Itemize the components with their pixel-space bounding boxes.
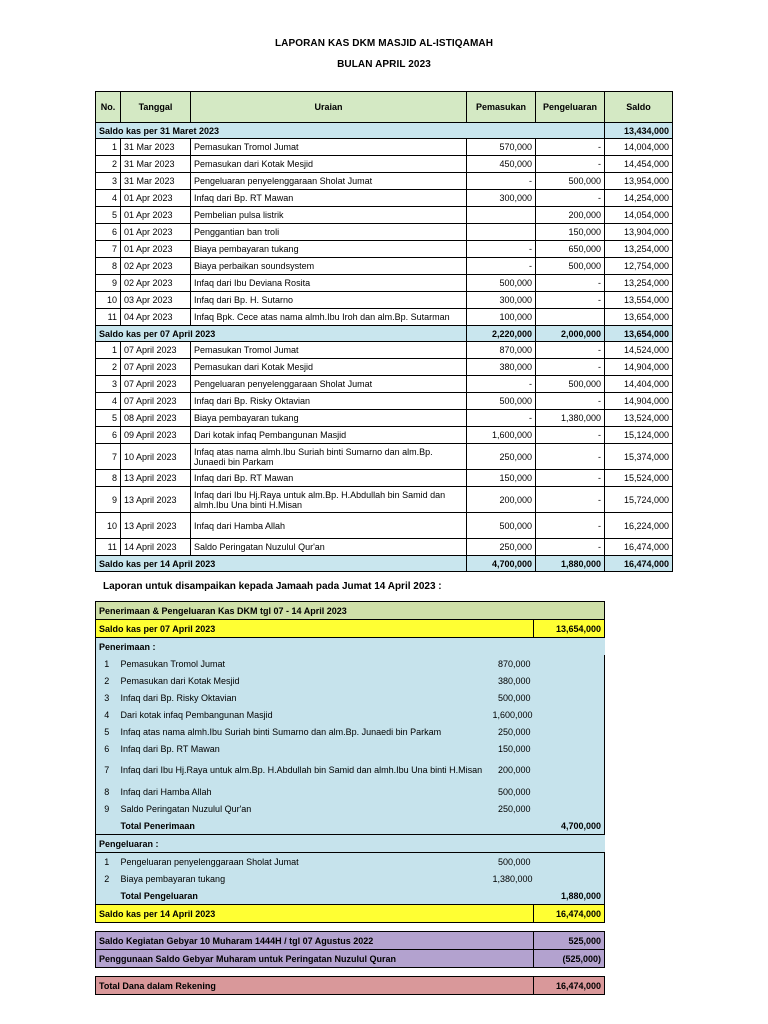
- row-date: 09 April 2023: [121, 427, 191, 444]
- row-description: Biaya perbaikan soundsystem: [191, 258, 467, 275]
- saldo-value: 13,434,000: [605, 123, 673, 139]
- table-row: [96, 173, 673, 190]
- row-number: 4: [96, 393, 121, 410]
- row-date: 01 Apr 2023: [121, 207, 191, 224]
- row-number: 10: [96, 292, 121, 309]
- report-opening-label: Saldo kas per 07 April 2023: [96, 620, 534, 638]
- row-number: 11: [96, 539, 121, 556]
- row-date: 07 April 2023: [121, 359, 191, 376]
- row-pemasukan: 300,000: [467, 292, 536, 309]
- row-description: Pemasukan Tromol Jumat: [191, 342, 467, 359]
- row-pemasukan: -: [467, 173, 536, 190]
- item-description: Infaq dari Bp. RT Mawan: [118, 740, 490, 757]
- list-item: [96, 706, 605, 723]
- row-pengeluaran: -: [536, 393, 605, 410]
- gebyar-penggunaan-label: Penggunaan Saldo Gebyar Muharam untuk Peringatan Nuzulul Quran: [96, 950, 534, 968]
- row-number: 8: [96, 470, 121, 487]
- row-description: Infaq dari Hamba Allah: [191, 513, 467, 539]
- pengeluaran-heading-label: Pengeluaran :: [96, 835, 605, 853]
- table-row: [96, 190, 673, 207]
- row-description: Infaq dari Bp. H. Sutarno: [191, 292, 467, 309]
- saldo-value: 13,654,000: [605, 326, 673, 342]
- row-date: 07 April 2023: [121, 393, 191, 410]
- report-heading: Laporan untuk disampaikan kepada Jamaah pada Jumat 14 April 2023 :: [103, 581, 442, 592]
- row-pemasukan: 500,000: [467, 275, 536, 292]
- row-date: 07 April 2023: [121, 376, 191, 393]
- row-pengeluaran: 650,000: [536, 241, 605, 258]
- item-number: 8: [96, 783, 118, 800]
- row-saldo: 14,004,000: [605, 139, 673, 156]
- total-pengeluaran: [96, 887, 605, 905]
- list-item: [96, 672, 605, 689]
- row-date: 01 Apr 2023: [121, 241, 191, 258]
- row-date: 01 Apr 2023: [121, 190, 191, 207]
- item-value: 250,000: [490, 800, 534, 817]
- item-value: 500,000: [490, 783, 534, 800]
- total-pengeluaran: 1,880,000: [536, 556, 605, 572]
- row-saldo: 13,254,000: [605, 275, 673, 292]
- row-pengeluaran: -: [536, 487, 605, 513]
- row-description: Infaq dari Bp. RT Mawan: [191, 190, 467, 207]
- row-date: 02 Apr 2023: [121, 258, 191, 275]
- item-description: Infaq dari Bp. Risky Oktavian: [118, 689, 490, 706]
- row-number: 1: [96, 139, 121, 156]
- total-dana-value: 16,474,000: [534, 977, 605, 995]
- row-number: 6: [96, 427, 121, 444]
- row-date: 04 Apr 2023: [121, 309, 191, 326]
- row-saldo: 14,254,000: [605, 190, 673, 207]
- item-total-empty: [534, 672, 605, 689]
- list-item: [96, 723, 605, 740]
- list-item: [96, 757, 605, 783]
- spacer: [96, 923, 605, 932]
- row-number: 1: [96, 342, 121, 359]
- list-item: [96, 783, 605, 800]
- list-item: [96, 800, 605, 817]
- column-header: Pengeluaran: [536, 92, 605, 123]
- row-pengeluaran: -: [536, 427, 605, 444]
- row-number: 7: [96, 444, 121, 470]
- total-pengeluaran-label: Total Pengeluaran: [118, 887, 534, 905]
- row-saldo: 14,054,000: [605, 207, 673, 224]
- row-date: 02 Apr 2023: [121, 275, 191, 292]
- item-number: 7: [96, 757, 118, 783]
- row-number: 3: [96, 173, 121, 190]
- row-saldo: 13,654,000: [605, 309, 673, 326]
- report-closing-label: Saldo kas per 14 April 2023: [96, 905, 534, 923]
- row-date: 08 April 2023: [121, 410, 191, 427]
- row-pemasukan: 200,000: [467, 487, 536, 513]
- row-pengeluaran: [536, 309, 605, 326]
- row-pengeluaran: -: [536, 292, 605, 309]
- item-total-empty: [534, 655, 605, 672]
- row-date: 03 Apr 2023: [121, 292, 191, 309]
- saldo-label: Saldo kas per 31 Maret 2023: [96, 123, 605, 139]
- row-pengeluaran: -: [536, 342, 605, 359]
- report-title: [96, 602, 605, 620]
- table-row: [96, 224, 673, 241]
- row-date: 31 Mar 2023: [121, 139, 191, 156]
- row-saldo: 15,374,000: [605, 444, 673, 470]
- row-date: 13 April 2023: [121, 487, 191, 513]
- item-value: 870,000: [490, 655, 534, 672]
- row-pemasukan: 380,000: [467, 359, 536, 376]
- row-number: 4: [96, 190, 121, 207]
- row-pengeluaran: 500,000: [536, 173, 605, 190]
- item-number: 2: [96, 870, 118, 887]
- total-pemasukan: 2,220,000: [467, 326, 536, 342]
- item-value: 500,000: [490, 853, 534, 871]
- row-pemasukan: -: [467, 258, 536, 275]
- row-number: 5: [96, 207, 121, 224]
- row-number: 6: [96, 224, 121, 241]
- report-opening-value: 13,654,000: [534, 620, 605, 638]
- spacer: [96, 887, 118, 905]
- row-pemasukan: [467, 207, 536, 224]
- item-total-empty: [534, 723, 605, 740]
- table-row: [96, 292, 673, 309]
- table-row: [96, 470, 673, 487]
- row-saldo: 13,524,000: [605, 410, 673, 427]
- row-pemasukan: 100,000: [467, 309, 536, 326]
- item-total-empty: [534, 800, 605, 817]
- item-description: Pengeluaran penyelenggaraan Sholat Jumat: [118, 853, 490, 871]
- table-row: [96, 309, 673, 326]
- row-saldo: 14,404,000: [605, 376, 673, 393]
- list-item: [96, 740, 605, 757]
- summary-report-table: [95, 601, 605, 995]
- saldo-label: Saldo kas per 07 April 2023: [96, 326, 467, 342]
- table-row: [96, 513, 673, 539]
- page-subtitle: BULAN APRIL 2023: [337, 59, 431, 70]
- row-saldo: 15,524,000: [605, 470, 673, 487]
- total-penerimaan-value: 4,700,000: [534, 817, 605, 835]
- table-row: [96, 139, 673, 156]
- saldo-row: [96, 556, 673, 572]
- table-row: [96, 258, 673, 275]
- item-number: 3: [96, 689, 118, 706]
- row-pemasukan: 500,000: [467, 513, 536, 539]
- row-pemasukan: 150,000: [467, 470, 536, 487]
- saldo-value: 16,474,000: [605, 556, 673, 572]
- total-pengeluaran-value: 1,880,000: [534, 887, 605, 905]
- row-description: Infaq Bpk. Cece atas nama almh.Ibu Iroh dan alm.Bp. Sutarman: [191, 309, 467, 326]
- row-pengeluaran: 150,000: [536, 224, 605, 241]
- row-saldo: 15,724,000: [605, 487, 673, 513]
- item-value: 500,000: [490, 689, 534, 706]
- item-total-empty: [534, 853, 605, 871]
- gebyar-penggunaan: [96, 950, 605, 968]
- column-header: Uraian: [191, 92, 467, 123]
- row-saldo: 14,904,000: [605, 359, 673, 376]
- row-description: Saldo Peringatan Nuzulul Qur'an: [191, 539, 467, 556]
- row-pengeluaran: -: [536, 470, 605, 487]
- column-header: Tanggal: [121, 92, 191, 123]
- item-value: 380,000: [490, 672, 534, 689]
- row-pemasukan: 870,000: [467, 342, 536, 359]
- item-number: 9: [96, 800, 118, 817]
- row-description: Pemasukan dari Kotak Mesjid: [191, 359, 467, 376]
- row-date: 13 April 2023: [121, 470, 191, 487]
- row-description: Pengeluaran penyelenggaraan Sholat Jumat: [191, 173, 467, 190]
- table-row: [96, 444, 673, 470]
- item-total-empty: [534, 870, 605, 887]
- report-closing-value: 16,474,000: [534, 905, 605, 923]
- item-description: Infaq atas nama almh.Ibu Suriah binti Sumarno dan alm.Bp. Junaedi bin Parkam: [118, 723, 490, 740]
- row-date: 13 April 2023: [121, 513, 191, 539]
- row-pengeluaran: -: [536, 139, 605, 156]
- row-pengeluaran: -: [536, 190, 605, 207]
- row-description: Dari kotak infaq Pembangunan Masjid: [191, 427, 467, 444]
- row-pengeluaran: 200,000: [536, 207, 605, 224]
- row-pemasukan: 570,000: [467, 139, 536, 156]
- row-description: Infaq atas nama almh.Ibu Suriah binti Sumarno dan alm.Bp. Junaedi bin Parkam: [191, 444, 467, 470]
- total-penerimaan: [96, 817, 605, 835]
- item-description: Pemasukan Tromol Jumat: [118, 655, 490, 672]
- pengeluaran-heading: [96, 835, 605, 853]
- item-number: 1: [96, 655, 118, 672]
- table-header-row: [96, 92, 673, 123]
- spacer: [96, 968, 605, 977]
- row-number: 9: [96, 275, 121, 292]
- row-saldo: 16,474,000: [605, 539, 673, 556]
- saldo-label: Saldo kas per 14 April 2023: [96, 556, 467, 572]
- row-description: Pemasukan dari Kotak Mesjid: [191, 156, 467, 173]
- table-row: [96, 410, 673, 427]
- table-row: [96, 376, 673, 393]
- gebyar-saldo-label: Saldo Kegiatan Gebyar 10 Muharam 1444H / tgl 07 Agustus 2022: [96, 932, 534, 950]
- table-row: [96, 359, 673, 376]
- list-item: [96, 689, 605, 706]
- report-opening: [96, 620, 605, 638]
- column-header: Saldo: [605, 92, 673, 123]
- row-pengeluaran: -: [536, 444, 605, 470]
- list-item: [96, 853, 605, 871]
- row-saldo: 14,904,000: [605, 393, 673, 410]
- row-pengeluaran: 500,000: [536, 258, 605, 275]
- row-date: 31 Mar 2023: [121, 173, 191, 190]
- item-value: 1,600,000: [490, 706, 534, 723]
- report-title-label: Penerimaan & Pengeluaran Kas DKM tgl 07 - 14 April 2023: [96, 602, 605, 620]
- row-pemasukan: [467, 224, 536, 241]
- row-date: 10 April 2023: [121, 444, 191, 470]
- column-header: Pemasukan: [467, 92, 536, 123]
- row-description: Penggantian ban troli: [191, 224, 467, 241]
- row-number: 5: [96, 410, 121, 427]
- spacer: [96, 817, 118, 835]
- item-number: 5: [96, 723, 118, 740]
- row-pengeluaran: -: [536, 513, 605, 539]
- table-row: [96, 487, 673, 513]
- gebyar-saldo: [96, 932, 605, 950]
- row-description: Infaq dari Bp. Risky Oktavian: [191, 393, 467, 410]
- table-row: [96, 427, 673, 444]
- row-date: 07 April 2023: [121, 342, 191, 359]
- spacer-row: [96, 923, 605, 932]
- report-closing: [96, 905, 605, 923]
- row-description: Infaq dari Ibu Deviana Rosita: [191, 275, 467, 292]
- page-title: LAPORAN KAS DKM MASJID AL-ISTIQAMAH: [274, 38, 494, 49]
- row-description: Biaya pembayaran tukang: [191, 410, 467, 427]
- table-row: [96, 156, 673, 173]
- item-number: 4: [96, 706, 118, 723]
- row-pengeluaran: 500,000: [536, 376, 605, 393]
- saldo-row: [96, 326, 673, 342]
- table-row: [96, 342, 673, 359]
- spacer-row: [96, 968, 605, 977]
- row-number: 3: [96, 376, 121, 393]
- item-value: 250,000: [490, 723, 534, 740]
- row-description: Pembelian pulsa listrik: [191, 207, 467, 224]
- list-item: [96, 655, 605, 672]
- row-pengeluaran: 1,380,000: [536, 410, 605, 427]
- item-description: Saldo Peringatan Nuzulul Qur'an: [118, 800, 490, 817]
- row-number: 2: [96, 156, 121, 173]
- row-description: Biaya pembayaran tukang: [191, 241, 467, 258]
- row-description: Infaq dari Ibu Hj.Raya untuk alm.Bp. H.Abdullah bin Samid dan almh.Ibu Una binti H.Misan: [191, 487, 467, 513]
- row-date: 01 Apr 2023: [121, 224, 191, 241]
- item-description: Infaq dari Ibu Hj.Raya untuk alm.Bp. H.Abdullah bin Samid dan almh.Ibu Una binti H.Misan: [118, 757, 490, 783]
- item-value: 200,000: [490, 757, 534, 783]
- row-pengeluaran: -: [536, 539, 605, 556]
- gebyar-saldo-value: 525,000: [534, 932, 605, 950]
- penerimaan-heading-label: Penerimaan :: [96, 638, 605, 656]
- table-row: [96, 207, 673, 224]
- table-row: [96, 393, 673, 410]
- item-total-empty: [534, 740, 605, 757]
- column-header: No.: [96, 92, 121, 123]
- penerimaan-heading: [96, 638, 605, 656]
- row-pemasukan: 250,000: [467, 539, 536, 556]
- row-saldo: 14,454,000: [605, 156, 673, 173]
- item-total-empty: [534, 783, 605, 800]
- table-row: [96, 539, 673, 556]
- total-dana-label: Total Dana dalam Rekening: [96, 977, 534, 995]
- item-total-empty: [534, 706, 605, 723]
- item-description: Pemasukan dari Kotak Mesjid: [118, 672, 490, 689]
- item-description: Dari kotak infaq Pembangunan Masjid: [118, 706, 490, 723]
- row-saldo: 16,224,000: [605, 513, 673, 539]
- row-pemasukan: 250,000: [467, 444, 536, 470]
- row-description: Pemasukan Tromol Jumat: [191, 139, 467, 156]
- item-value: 150,000: [490, 740, 534, 757]
- total-pemasukan: 4,700,000: [467, 556, 536, 572]
- row-saldo: 13,904,000: [605, 224, 673, 241]
- row-description: Infaq dari Bp. RT Mawan: [191, 470, 467, 487]
- total-penerimaan-label: Total Penerimaan: [118, 817, 534, 835]
- row-description: Pengeluaran penyelenggaraan Sholat Jumat: [191, 376, 467, 393]
- row-pemasukan: 450,000: [467, 156, 536, 173]
- total-pengeluaran: 2,000,000: [536, 326, 605, 342]
- row-number: 11: [96, 309, 121, 326]
- row-number: 8: [96, 258, 121, 275]
- row-saldo: 12,754,000: [605, 258, 673, 275]
- item-number: 1: [96, 853, 118, 871]
- row-pemasukan: -: [467, 376, 536, 393]
- row-pengeluaran: -: [536, 359, 605, 376]
- row-number: 2: [96, 359, 121, 376]
- list-item: [96, 870, 605, 887]
- item-total-empty: [534, 689, 605, 706]
- row-pemasukan: -: [467, 241, 536, 258]
- row-number: 7: [96, 241, 121, 258]
- row-saldo: 15,124,000: [605, 427, 673, 444]
- row-date: 14 April 2023: [121, 539, 191, 556]
- item-total-empty: [534, 757, 605, 783]
- gebyar-penggunaan-value: (525,000): [534, 950, 605, 968]
- row-number: 9: [96, 487, 121, 513]
- row-saldo: 14,524,000: [605, 342, 673, 359]
- row-saldo: 13,554,000: [605, 292, 673, 309]
- row-pengeluaran: -: [536, 156, 605, 173]
- total-dana: [96, 977, 605, 995]
- table-row: [96, 241, 673, 258]
- row-saldo: 13,254,000: [605, 241, 673, 258]
- item-number: 6: [96, 740, 118, 757]
- saldo-row: [96, 123, 673, 139]
- row-number: 10: [96, 513, 121, 539]
- row-pemasukan: 500,000: [467, 393, 536, 410]
- row-saldo: 13,954,000: [605, 173, 673, 190]
- item-description: Infaq dari Hamba Allah: [118, 783, 490, 800]
- cash-ledger-table: [95, 91, 673, 572]
- row-pemasukan: 1,600,000: [467, 427, 536, 444]
- row-pemasukan: 300,000: [467, 190, 536, 207]
- table-row: [96, 275, 673, 292]
- item-description: Biaya pembayaran tukang: [118, 870, 490, 887]
- row-pemasukan: -: [467, 410, 536, 427]
- item-value: 1,380,000: [490, 870, 534, 887]
- item-number: 2: [96, 672, 118, 689]
- row-pengeluaran: -: [536, 275, 605, 292]
- row-date: 31 Mar 2023: [121, 156, 191, 173]
